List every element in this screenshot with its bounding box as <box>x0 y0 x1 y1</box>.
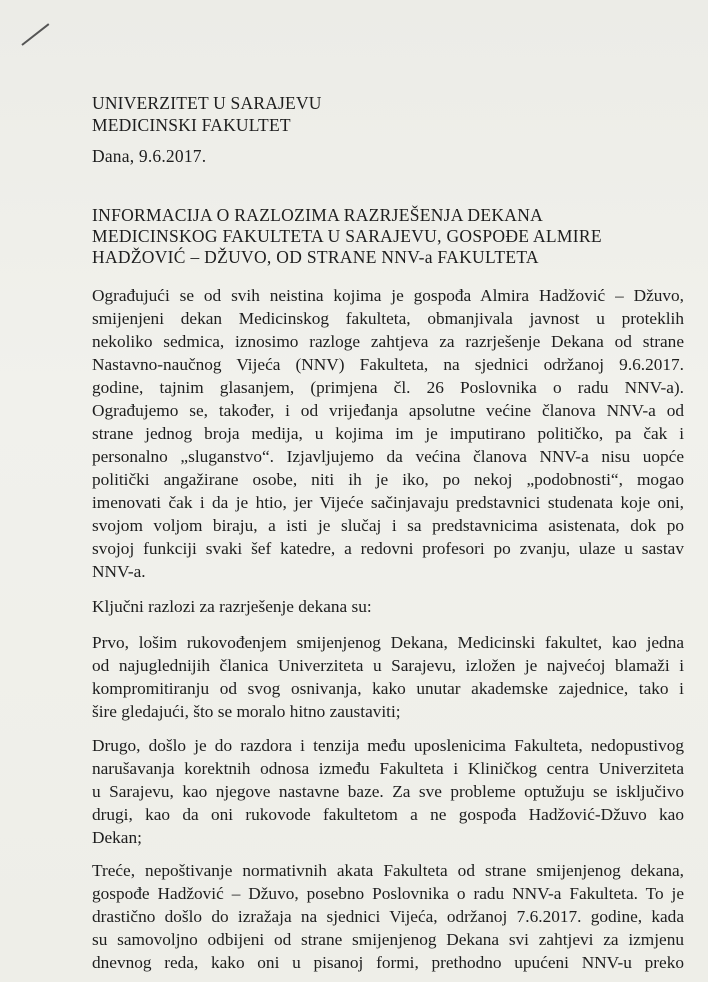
body-line: NNV-a. <box>92 562 146 581</box>
document-title-line-1: INFORMACIJA O RAZLOZIMA RAZRJEŠENJA DEKANA <box>92 205 544 225</box>
body-line: gospođe Hadžović – Džuvo, posebno Poslovnika o radu NNV-a Fakulteta. To je <box>92 884 684 903</box>
institution-name: UNIVERZITET U SARAJEVU <box>92 93 322 113</box>
body-line: drugi, kao da oni rukovode fakultetom a ne gospođa Hadžović-Džuvo kao <box>92 805 684 824</box>
body-line: kompromitiranju od svog osnivanja, kako unutar akademske zajednice, tako i <box>92 679 684 698</box>
body-line: su samovoljno odbijeni od strane smijenjenog Dekana svi zahtjevi za izmjenu <box>92 930 684 949</box>
document-date: Dana, 9.6.2017. <box>92 146 207 166</box>
body-line: dnevnog reda, kako oni u pisanoj formi, prethodno upućeni NNV-u preko <box>92 953 684 972</box>
body-line: drastično došlo do izražaja na sjednici Vijeća, održanoj 7.6.2017. godine, kada <box>92 907 684 926</box>
body-line: Drugo, došlo je do razdora i tenzija među uposlenicima Fakulteta, nedopustivog <box>92 736 684 755</box>
body-line: strane jednog broja medija, u kojima im je imputirano političko, pa čak i <box>92 424 684 443</box>
pen-mark <box>21 23 49 46</box>
body-line: od najuglednijih članica Univerziteta u Sarajevu, izložen je najvećoj blamaži i <box>92 656 684 675</box>
body-line: personalno „sluganstvo“. Izjavljujemo da većina članova NNV-a nisu uopće <box>92 447 684 466</box>
body-line: godine, tajnim glasanjem, (primjena čl. 26 Poslovnika o radu NNV-a). <box>92 378 684 397</box>
body-line: Prvo, lošim rukovođenjem smijenjenog Dekana, Medicinski fakultet, kao jedna <box>92 633 684 652</box>
body-line: Treće, nepoštivanje normativnih akata Fakulteta od strane smijenjenog dekana, <box>92 861 684 880</box>
body-line: imenovati čak i da je htio, jer Vijeće sačinjavaju predstavnici studenata koje oni, <box>92 493 684 512</box>
body-line: smijenjeni dekan Medicinskog fakulteta, obmanjivala javnost u proteklih <box>92 309 684 328</box>
document-title-line-2: MEDICINSKOG FAKULTETA U SARAJEVU, GOSPOĐE ALMIRE <box>92 226 602 246</box>
body-line: Nastavno-naučnog Vijeća (NNV) Fakulteta, na sjednici održanoj 9.6.2017. <box>92 355 684 374</box>
body-line: nekoliko sedmica, iznosimo razloge zahtjeva za razrješenje Dekana od strane <box>92 332 684 351</box>
key-reasons-heading: Ključni razlozi za razrješenje dekana su: <box>92 597 372 616</box>
body-line: šire gledajući, što se moralo hitno zaustaviti; <box>92 702 401 721</box>
body-line: u Sarajevu, kao njegove nastavne baze. Za sve probleme optužuju se isključivo <box>92 782 684 801</box>
body-line: Ograđujemo se, također, i od vrijeđanja apsolutne većine članova NNV-a od <box>92 401 684 420</box>
body-line: Ograđujući se od svih neistina kojima je gospođa Almira Hadžović – Džuvo, <box>92 286 684 305</box>
document-title-line-3: HADŽOVIĆ – DŽUVO, OD STRANE NNV-a FAKULTETA <box>92 247 539 267</box>
body-line: svojom voljom biraju, a isti je slučaj i sa predstavnicima asistenata, dok po <box>92 516 684 535</box>
faculty-name: MEDICINSKI FAKULTET <box>92 115 291 135</box>
body-line: svojoj funkciji svaki šef katedre, a redovni profesori po zvanju, ulaze u sastav <box>92 539 684 558</box>
body-line: narušavanja korektnih odnosa između Fakulteta i Kliničkog centra Univerziteta <box>92 759 684 778</box>
body-line: Dekan; <box>92 828 142 847</box>
body-line: politički angažirane osobe, niti ih je iko, po nekoj „podobnosti“, mogao <box>92 470 684 489</box>
